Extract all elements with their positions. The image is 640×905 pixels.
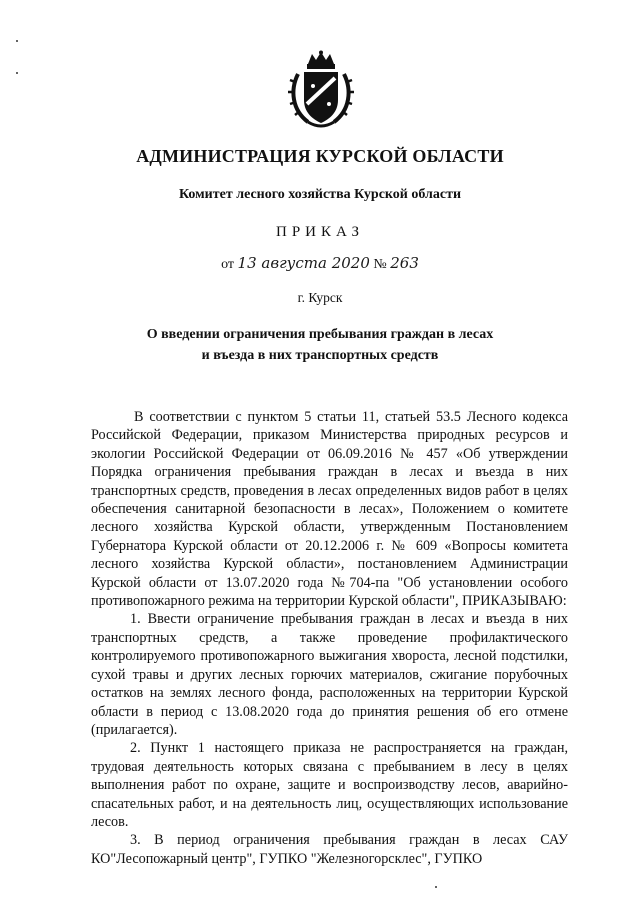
clause-1-paragraph: 1. Ввести ограничение пребывания граждан в лесах и въезда в них транспортных средств, а также проведение профилактического контролируемого противопожарного выжигания хвороста, лесной подстилки, сухой травы и других лесных горючих материалов, сжигание порубочных остатков на землях лесного фонда, расположенных на территории Курской области в период с 13.08.2020 года до принятия решения об его отмене (прилагается). [91, 611, 568, 738]
title-line-2: и въезда в них транспортных средств [201, 348, 439, 363]
clause-2-paragraph: 2. Пункт 1 настоящего приказа не распространяется на граждан, трудовая деятельность которых связана с пребыванием в лесу в целях выполнения работ по охране, защите и воспроизводству лесов, аварийно-спасательных работ, и на деятельность лиц, осуществляющих использование лесов. [91, 740, 568, 830]
scan-speck [16, 72, 18, 74]
scan-speck [435, 886, 437, 888]
committee-name: Комитет лесного хозяйства Курской области [178, 187, 462, 202]
clause-3-paragraph: 3. В период ограничения пребывания граждан в лесах САУ КО"Лесопожарный центр", ГУПКО "Железногорсклес", ГУПКО [91, 832, 568, 867]
preamble-paragraph: В соответствии с пунктом 5 статьи 11, статьей 53.5 Лесного кодекса Российской Федерации, приказом Министерства природных ресурсов и экологии Российской Федерации от 06.09.2016 № 457 «Об утверждении Порядка ограничения пребывания граждан в лесах и въезда в них транспортных средств, проведения в лесах определенных видов работ в целях обеспечения санитарной безопасности в лесах», Положением о комитете лесного хозяйства Курской области, утвержденным Постановлением Губернатора Курской области от 20.12.2006 г. № 609 «Вопросы комитета лесного хозяйства Курской области», постановлением Администрации Курской области от 13.07.2020 года №704-па "Об установлении особого противопожарного режима на территории Курской области", ПРИКАЗЫВАЮ: [91, 409, 568, 610]
organization-title: АДМИНИСТРАЦИЯ КУРСКОЙ ОБЛАСТИ [136, 146, 504, 166]
kursk-coat-of-arms-icon [286, 50, 356, 130]
order-date-line [0, 254, 640, 273]
handwritten-date: 13 августа 2020 [237, 254, 370, 272]
city-name: г. Курск [297, 290, 343, 305]
date-prefix: от [221, 257, 235, 272]
number-prefix: № [373, 257, 387, 272]
order-body [91, 408, 568, 868]
handwritten-number: 263 [390, 254, 419, 272]
order-title [0, 324, 640, 366]
scan-speck [16, 40, 18, 42]
document-type: ПРИКАЗ [276, 224, 364, 240]
title-line-1: О введении ограничения пребывания граждан в лесах [146, 327, 494, 342]
